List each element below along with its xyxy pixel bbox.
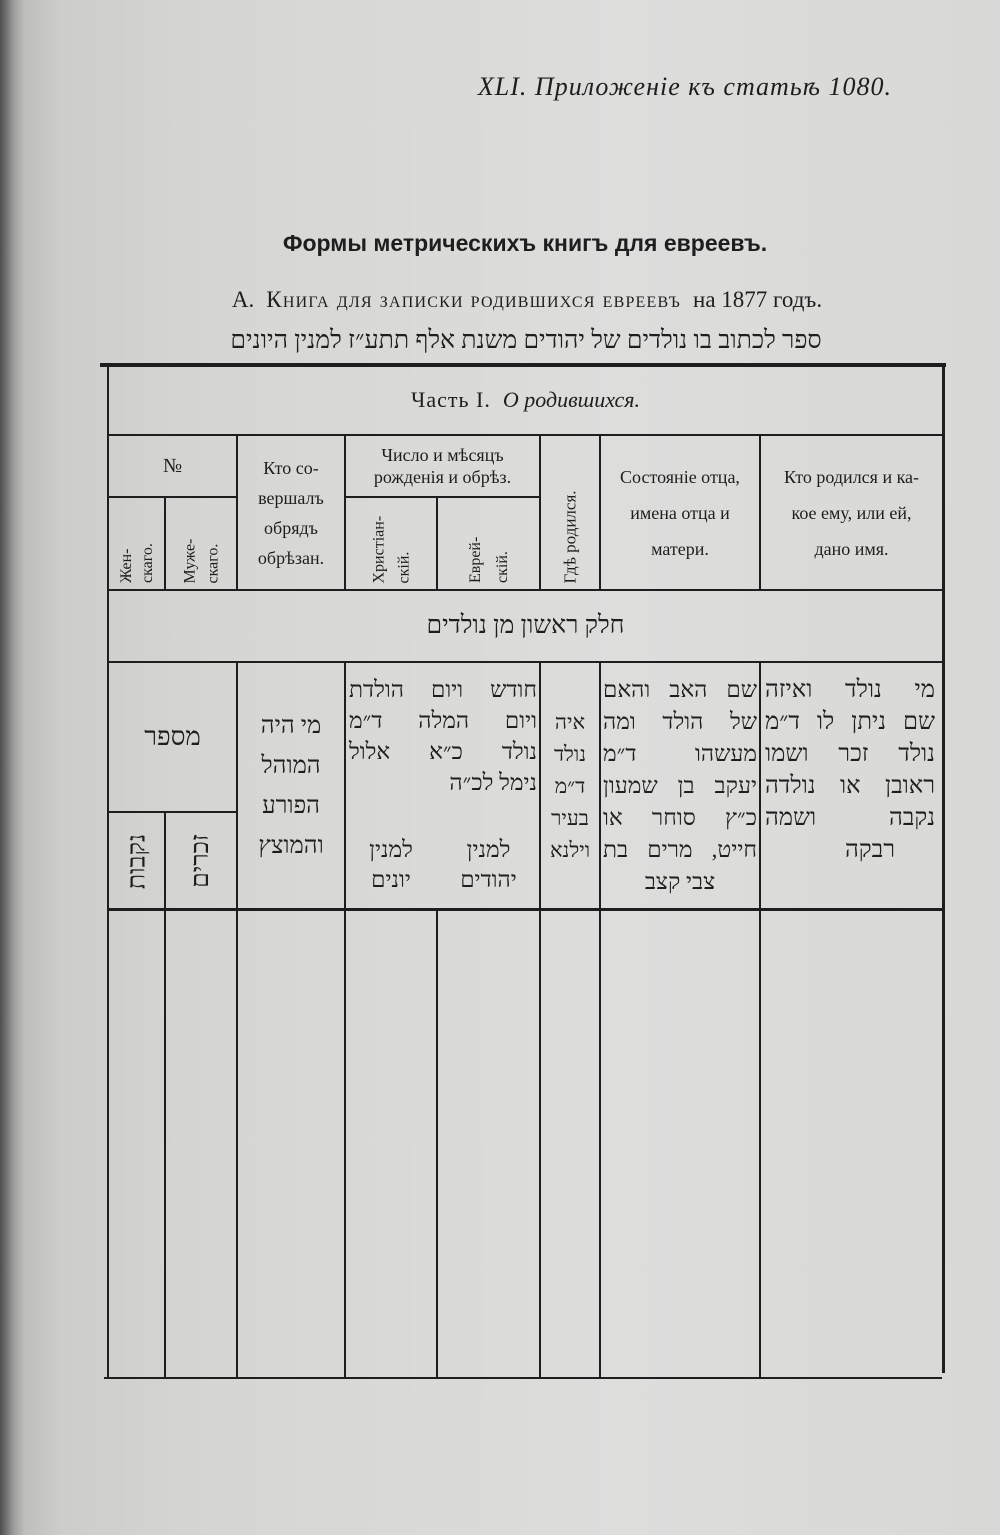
header-male-line: Муже- [181, 538, 198, 583]
sample-place-line: בעיר [551, 806, 589, 830]
page-title-text: Формы метрическихъ книгъ для евреевъ. [282, 229, 768, 256]
header-parents-line: Состояніе отца, [620, 466, 740, 487]
part-heading [108, 365, 943, 435]
header-date-line: рожденія и обрѣз. [373, 467, 512, 487]
table-bottom-rule [104, 1377, 942, 1379]
header-date-line: Число и мѣсяцъ [381, 445, 504, 465]
sample-performer [237, 662, 345, 910]
header-child [760, 435, 943, 590]
header-christian-line: скій. [395, 551, 412, 583]
sample-performer-line: הפורע [262, 793, 320, 819]
sample-date-line: נולד כ״א אלול [349, 739, 537, 764]
sample-place-line: איה [554, 710, 586, 734]
sample-female-label: נקבות [122, 833, 150, 889]
running-head: XLI. Приложеніе къ статьѣ 1080. [477, 72, 892, 101]
number-symbol: № [162, 454, 183, 477]
sample-performer-line: והמוצץ [258, 833, 324, 859]
sample-date-jewish [437, 835, 540, 910]
header-child-line: Кто родился и ка- [783, 466, 920, 487]
part-title: О родившихся. [502, 387, 640, 412]
header-date-christian [345, 497, 437, 590]
sample-child-line: ראובן או נולדה [765, 773, 935, 799]
sample-male-label: זכרים [187, 834, 214, 888]
sample-place [540, 662, 600, 910]
sample-parents-line: כ״ץ סוחר או [603, 805, 757, 830]
sample-parents-line: יעקב בן שמעון [603, 773, 757, 798]
sample-place-line: וילנא [549, 838, 591, 862]
header-parents-line: имена отца и [630, 502, 730, 523]
part-label: Часть I. [411, 387, 491, 412]
hebrew-title [120, 321, 932, 361]
header-male-line: скаго. [204, 543, 221, 583]
header-parents-line: матери. [651, 538, 709, 559]
sample-place-line: נולד [553, 742, 587, 766]
header-performer-line: обрядъ [264, 517, 318, 538]
sample-number-female [108, 812, 165, 910]
header-performer-line: обрѣзан. [257, 547, 325, 568]
sample-child-line: רבקה [844, 837, 895, 863]
sample-child-line: נולד זכר ושמו [765, 741, 935, 767]
sample-date [349, 674, 537, 798]
header-number-male [165, 497, 237, 590]
sample-parents [603, 674, 757, 898]
sample-child-line: שם ניתן לו ד״מ [765, 709, 935, 735]
sample-performer-line: מי היה [260, 713, 322, 739]
header-female-line: скаго. [138, 543, 156, 583]
sample-number-label: מספר [144, 722, 201, 751]
section-subtitle [100, 283, 954, 317]
sample-date-christian [345, 835, 437, 910]
sample-christian-line: למנין [369, 837, 413, 862]
sample-jewish-line: למנין [466, 837, 511, 862]
header-performer-line: Кто со- [263, 457, 319, 478]
sample-performer-line: המוהל [261, 753, 321, 779]
header-christian-line: Христіан- [370, 515, 387, 583]
header-female-line: Жен- [117, 548, 135, 583]
column-rule-child-body [759, 662, 761, 1378]
sample-parents-line: חייט, מרים בת [603, 837, 757, 862]
sample-parents-line: של הולד ומה [603, 709, 757, 734]
header-jewish-line: Еврей- [466, 536, 484, 583]
section-subtitle-year: на 1877 годъ. [693, 287, 823, 312]
sample-christian-line: יונים [371, 867, 411, 892]
sample-number-male [165, 812, 237, 910]
header-place [540, 435, 600, 590]
hebrew-section-heading [108, 590, 943, 662]
header-number [108, 435, 237, 497]
sample-parents-line: מעשהו ד״מ [603, 741, 757, 766]
header-date [345, 435, 540, 497]
sample-child-line: מי נולד ואיזה [765, 677, 935, 703]
sample-date-line: חודש ויום הולדת [349, 677, 537, 702]
header-number-female [108, 497, 165, 590]
page-title [150, 226, 900, 260]
hebrew-section-text: חלק ראשון מן נולדים [426, 612, 625, 639]
sample-date-line: נימל לכ״ה [449, 770, 537, 795]
section-letter: А. [231, 287, 255, 312]
sample-child-line: נקבה ושמה [765, 805, 935, 831]
column-rule-date-sub-body [436, 910, 438, 1378]
section-subtitle-text: Книга для записки родившихся евреевъ [266, 287, 682, 312]
header-parents [600, 435, 760, 590]
header-performer [237, 435, 345, 590]
sample-date-line: ויום המלה ד״מ [349, 708, 537, 733]
header-date-jewish [437, 497, 540, 590]
header-performer-line: вершалъ [258, 487, 324, 508]
sample-number [108, 662, 237, 812]
sample-jewish-line: יהודים [460, 867, 517, 892]
sample-parents-line: שם האב והאם [603, 677, 757, 702]
sample-child [765, 674, 935, 866]
header-child-line: дано имя. [814, 538, 889, 559]
header-child-line: кое ему, или ей, [791, 502, 912, 523]
hebrew-title-text: ספר לכתוב בו נולדים של יהודים משנת אלף תתע״ז למנין היונים [230, 327, 822, 354]
header-place-text: Гдѣ родился. [560, 489, 579, 583]
header-jewish-line: скій. [493, 551, 511, 583]
sample-parents-line: צבי קצב [644, 869, 716, 894]
sample-place-line: ד״מ [554, 774, 586, 798]
